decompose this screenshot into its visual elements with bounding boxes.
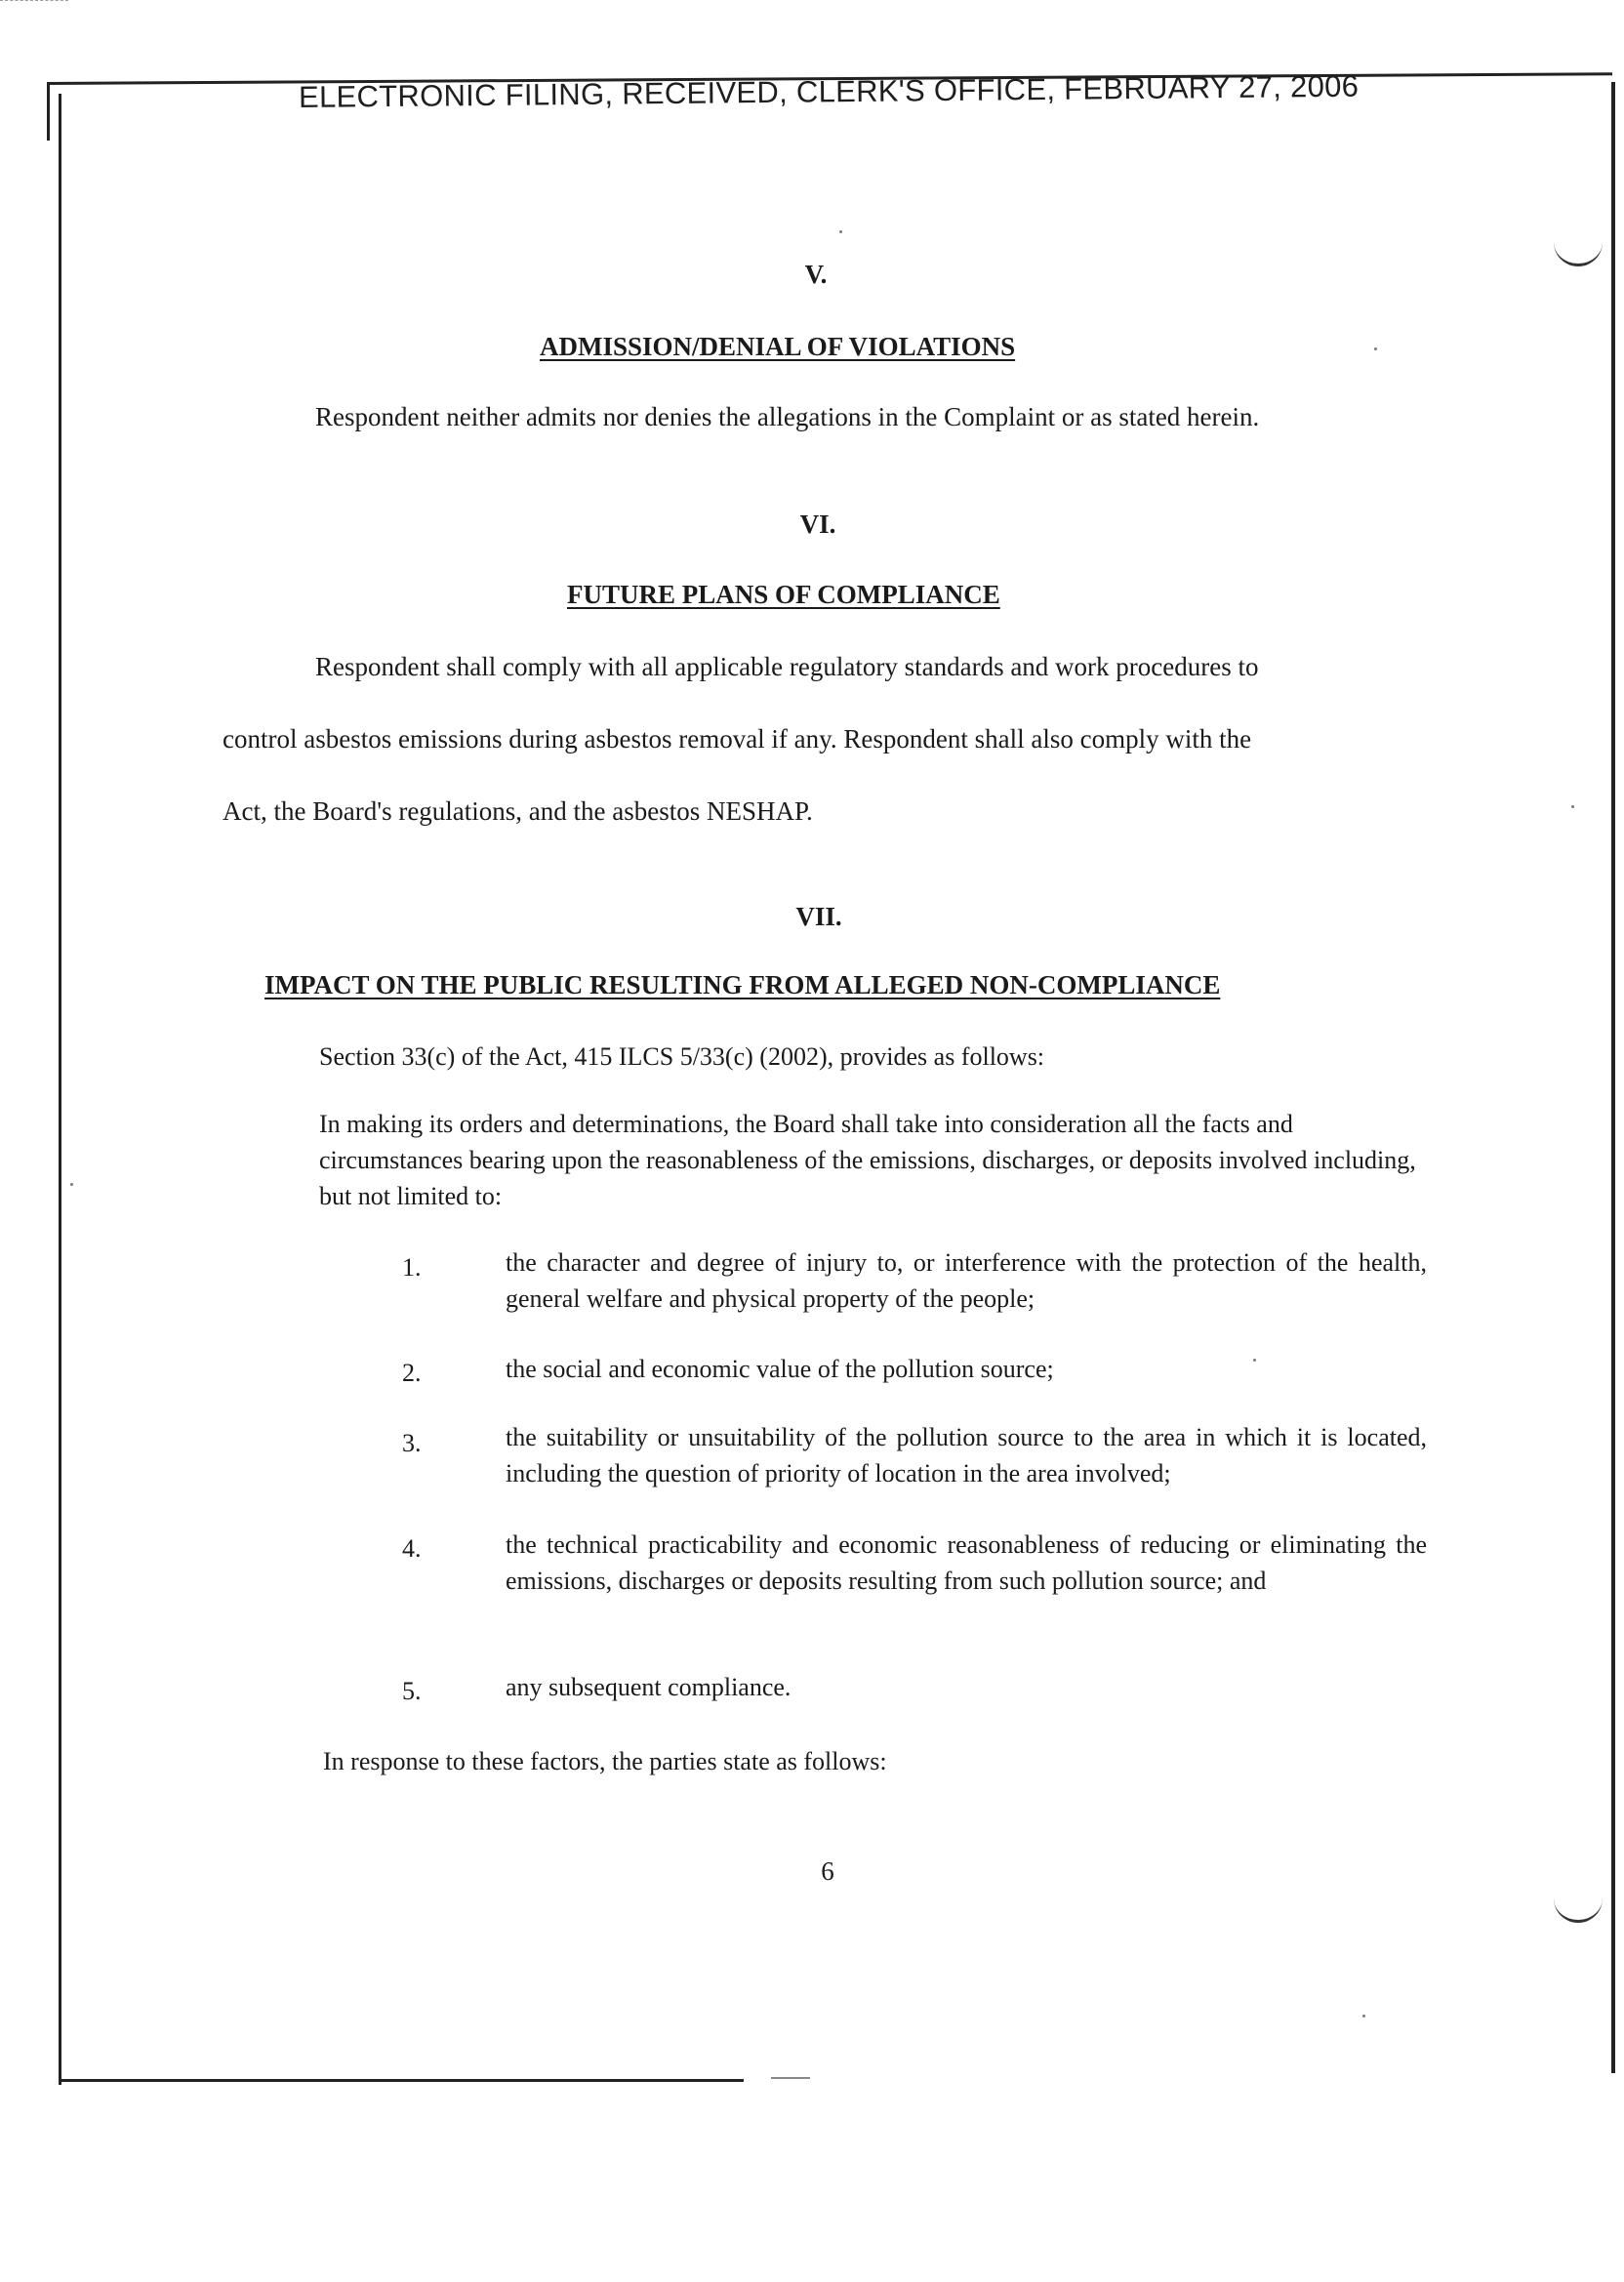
- section-vi-line: Act, the Board's regulations, and the asbestos NESHAP.: [223, 796, 813, 826]
- section-vii-closing: In response to these factors, the parties state as follows:: [323, 1747, 887, 1775]
- scan-frame-right: [1611, 82, 1615, 2073]
- section-vii-title: IMPACT ON THE PUBLIC RESULTING FROM ALLEGED NON-COMPLIANCE: [264, 970, 1221, 999]
- scan-frame-left: [59, 94, 61, 2085]
- factor-number: 1.: [402, 1253, 422, 1282]
- section-v-title: ADMISSION/DENIAL OF VIOLATIONS: [540, 332, 1016, 361]
- punch-hole-mark: [1554, 242, 1603, 266]
- scan-speck: [1362, 2015, 1365, 2017]
- section-vii-number: VII.: [795, 902, 842, 931]
- section-vi-number: VI.: [799, 509, 836, 539]
- section-vii-intro: Section 33(c) of the Act, 415 ILCS 5/33(c) (2002), provides as follows:: [319, 1042, 1045, 1071]
- scan-speck: [70, 1183, 73, 1186]
- scan-frame-bottom: [61, 2079, 744, 2082]
- factor-number: 5.: [402, 1677, 422, 1705]
- section-v-number: V.: [804, 260, 828, 289]
- scan-frame-tick: [47, 82, 50, 141]
- section-vi-title: FUTURE PLANS OF COMPLIANCE: [567, 580, 1000, 609]
- page-number: 6: [821, 1856, 834, 1886]
- punch-hole-mark: [1554, 1898, 1603, 1923]
- filing-stamp: ELECTRONIC FILING, RECEIVED, CLERK'S OFFICE, FEBRUARY 27, 2006: [298, 68, 1360, 114]
- scan-speck: [1571, 805, 1574, 808]
- factor-text: the character and degree of injury to, or interference with the protection of the health, general welfare and physical property of the people;: [506, 1248, 1427, 1313]
- scan-mark: [0, 0, 68, 5]
- factor-text: the social and economic value of the pollution source;: [506, 1355, 1054, 1383]
- factor-text: the suitability or unsuitability of the pollution source to the area in which it is located, including the question of priority of location in the area involved;: [506, 1423, 1427, 1487]
- statute-quote: In making its orders and determinations, the Board shall take into consideration all the facts and circumstances bearing upon the reasonableness of the emissions, discharges, or deposits involved including, but not limited to:: [319, 1110, 1416, 1210]
- scan-speck: [1374, 347, 1377, 350]
- scan-speck: [839, 230, 842, 233]
- factor-number: 2.: [402, 1359, 422, 1387]
- factor-text: any subsequent compliance.: [506, 1673, 792, 1701]
- section-v-body: Respondent neither admits nor denies the allegations in the Complaint or as stated herein.: [315, 402, 1260, 431]
- scan-frame-dash: [771, 2077, 810, 2079]
- factor-number: 4.: [402, 1534, 422, 1563]
- section-vi-line: control asbestos emissions during asbestos removal if any. Respondent shall also comply with the: [223, 724, 1252, 754]
- factor-number: 3.: [402, 1429, 422, 1457]
- section-vi-line: Respondent shall comply with all applicable regulatory standards and work procedures to: [315, 652, 1259, 681]
- factor-text: the technical practicability and economic reasonableness of reducing or eliminating the emissions, discharges or deposits resulting from such pollution source; and: [506, 1530, 1427, 1595]
